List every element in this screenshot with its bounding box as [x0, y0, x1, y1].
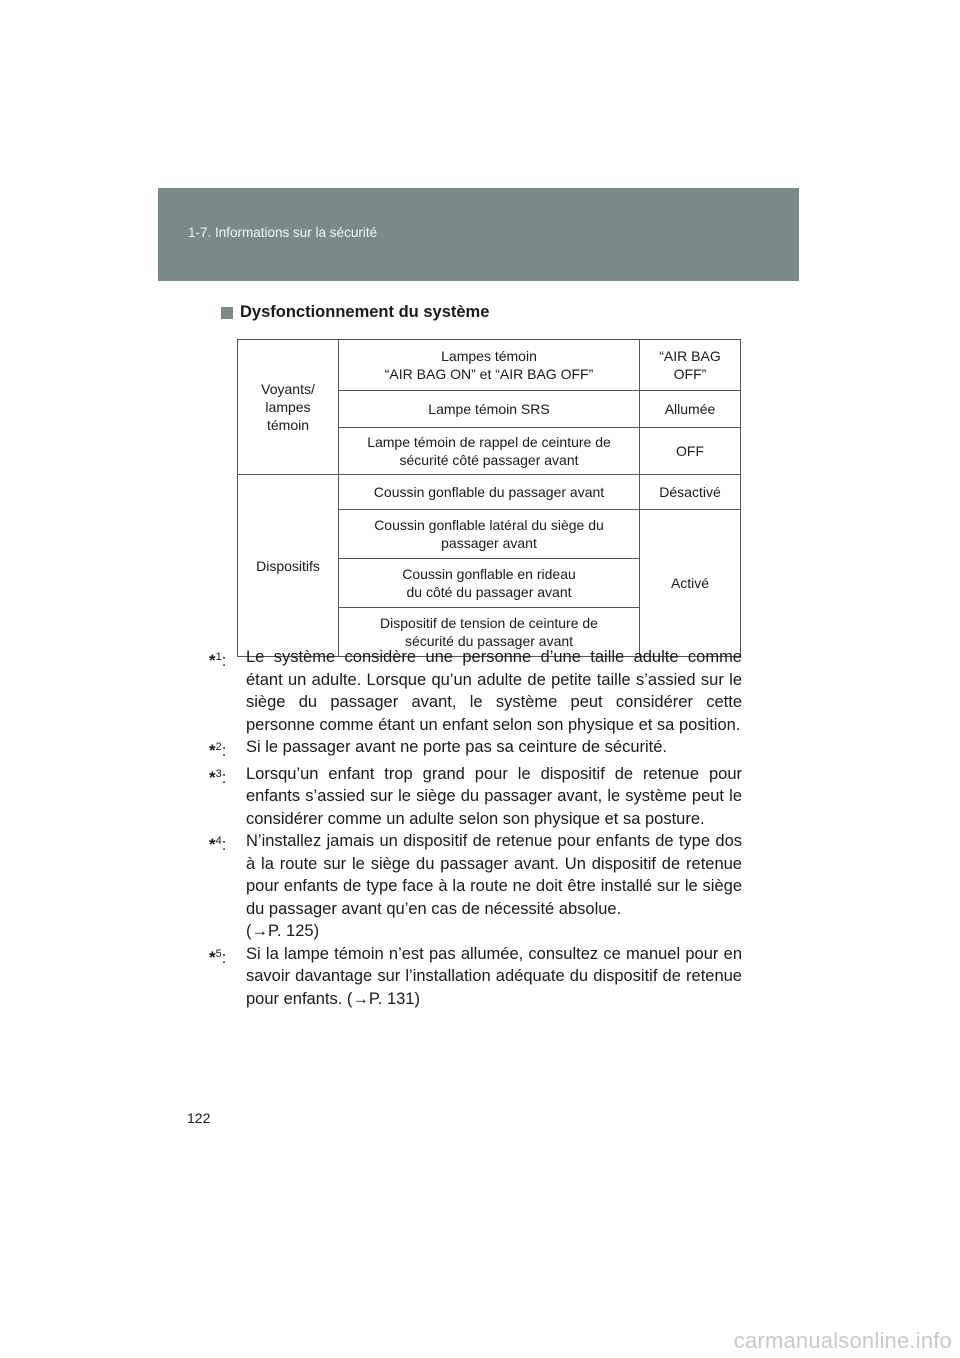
table-cell-item: Coussin gonflable en rideau du côté du passager avant	[339, 559, 640, 608]
footnote-text: Si le passager avant ne porte pas sa ceinture de sécurité.	[246, 738, 667, 756]
footnote	[209, 943, 742, 1011]
category-dispositifs: Dispositifs	[238, 475, 339, 657]
status-table	[237, 339, 741, 657]
footnote-marker: *$^1$:	[209, 651, 227, 670]
category-voyants: Voyants/ lampes témoin	[238, 340, 339, 475]
table-cell-item: Lampe témoin SRS	[339, 391, 640, 428]
table-cell-value: Allumée	[640, 391, 741, 428]
footnote	[209, 646, 742, 736]
table-cell-item: Dispositif de tension de ceinture de sécurité du passager avant	[339, 608, 640, 657]
page-number: 122	[187, 1110, 211, 1126]
table-cell-value: “AIR BAG OFF”	[640, 340, 741, 391]
table-cell-value: OFF	[640, 428, 741, 475]
section-title	[221, 303, 489, 322]
footnotes	[209, 646, 742, 1010]
footnote-marker: *$^3$:	[209, 767, 227, 787]
breadcrumb: 1-7. Informations sur la sécurité	[188, 225, 378, 240]
footnote-marker: *$^5$:	[209, 947, 227, 967]
table-cell-value: Désactivé	[640, 475, 741, 510]
footnote-text: Le système considère une personne d’une taille adulte comme étant un adulte. Lorsque qu’un adulte de petite taille s’assied sur le siège du passager avant, le système peut considérer cette personne comme étant un enfant selon son physique et sa position.	[246, 648, 742, 734]
table-cell-value: Activé	[640, 510, 741, 657]
footnote-marker: *$^2$:	[209, 741, 227, 760]
footnote-text: Si la lampe témoin n’est pas allumée, consultez ce manuel pour en savoir davantage sur l’installation adéquate du dispositif de retenue pour enfants. (→P. 131)	[246, 944, 742, 1008]
footnote	[209, 830, 742, 943]
footnote-text: Lorsqu’un enfant trop grand pour le dispositif de retenue pour enfants s’assied sur le siège du passager avant, le système peut le considérer comme un adulte selon son physique et sa posture.	[246, 764, 742, 828]
square-bullet-icon	[221, 307, 233, 319]
section-title-text: Dysfonctionnement du système	[240, 303, 490, 321]
footnote-marker: *$^4$:	[209, 835, 227, 854]
table-cell-item: Coussin gonflable du passager avant	[339, 475, 640, 510]
table-cell-item: Lampe témoin de rappel de ceinture de sécurité côté passager avant	[339, 428, 640, 475]
chapter-header-band	[158, 188, 799, 281]
watermark: carmanualsonline.info	[733, 1328, 952, 1353]
table-cell-item: Coussin gonflable latéral du siège du passager avant	[339, 510, 640, 559]
footnote	[209, 736, 742, 763]
footnote	[209, 763, 742, 831]
footnote-text: N’installez jamais un dispositif de retenue pour enfants de type dos à la route sur le siège du passager avant. Un dispositif de retenue pour enfants de type face à la route ne doit être installé sur le siège du passager avant qu’en cas de nécessité absolue. (→P. 125)	[246, 832, 742, 940]
table-cell-item: Lampes témoin “AIR BAG ON” et “AIR BAG OFF”	[339, 340, 640, 391]
